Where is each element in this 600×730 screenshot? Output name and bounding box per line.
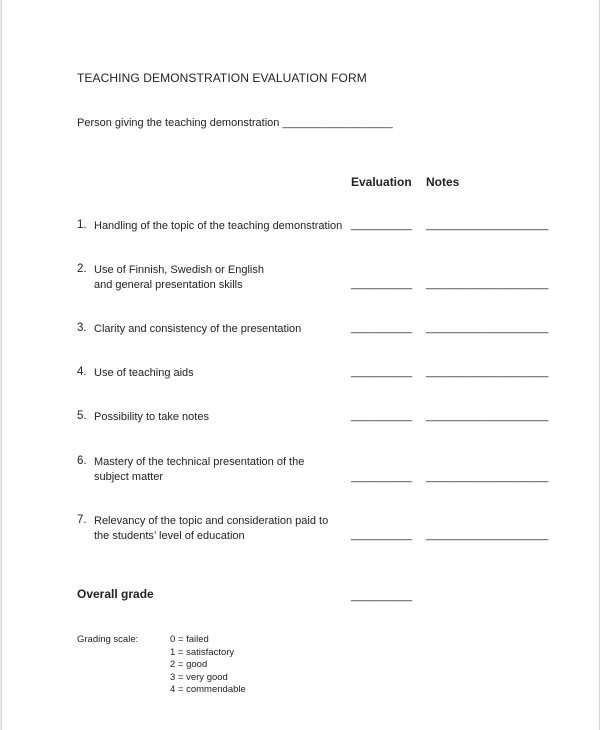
- item-7-number: 7.: [77, 514, 87, 526]
- notes-column-header: Notes: [426, 175, 460, 189]
- grading-scale-item: 0 = failed: [170, 634, 209, 645]
- item-6-evaluation-blank: __________: [351, 471, 413, 483]
- form-page: [1, 0, 600, 730]
- person-giving-demonstration-field: Person giving the teaching demonstration __________________: [77, 117, 393, 129]
- grading-scale-list: [170, 634, 246, 697]
- item-2-notes-blank: ____________________: [426, 278, 549, 290]
- item-7-text: Relevancy of the topic and consideration paid to the students’ level of education: [94, 515, 329, 542]
- item-1-text: Handling of the topic of the teaching demonstration: [94, 220, 343, 232]
- grading-scale-item: 3 = very good: [170, 671, 228, 683]
- item-1-number: 1.: [77, 219, 87, 231]
- overall-grade-blank: __________: [351, 590, 413, 602]
- item-2-number: 2.: [77, 263, 87, 275]
- item-1-evaluation-blank: __________: [351, 219, 413, 231]
- grading-scale-item: 4 = commendable: [170, 684, 246, 695]
- item-3-notes-blank: ____________________: [426, 322, 549, 334]
- overall-grade-label: Overall grade: [77, 587, 154, 601]
- item-6-number: 6.: [77, 455, 87, 467]
- item-4-number: 4.: [77, 366, 87, 378]
- item-5-notes-blank: ____________________: [426, 410, 549, 422]
- item-1-notes-blank: ____________________: [426, 219, 549, 231]
- item-4-notes-blank: ____________________: [426, 366, 549, 378]
- item-6-notes-blank: ____________________: [426, 471, 549, 483]
- item-3-number: 3.: [77, 322, 87, 334]
- grading-scale-item: 2 = good: [170, 659, 208, 670]
- item-5-text: Possibility to take notes: [94, 411, 209, 423]
- item-4-text: Use of teaching aids: [94, 367, 194, 379]
- evaluation-column-header: Evaluation: [351, 175, 412, 189]
- grading-scale-item: 1 = satisfactory: [170, 646, 235, 658]
- grading-scale-label: Grading scale:: [77, 634, 139, 645]
- item-7-notes-blank: ____________________: [426, 529, 549, 541]
- item-2-evaluation-blank: __________: [351, 278, 413, 290]
- item-6-text: Mastery of the technical presentation of the subject matter: [94, 456, 305, 483]
- item-5-evaluation-blank: __________: [351, 410, 413, 422]
- item-2-text: Use of Finnish, Swedish or English and general presentation skills: [94, 264, 264, 291]
- item-3-text: Clarity and consistency of the presentation: [94, 323, 302, 335]
- item-4-evaluation-blank: __________: [351, 366, 413, 378]
- item-3-evaluation-blank: __________: [351, 322, 413, 334]
- item-5-number: 5.: [77, 410, 87, 422]
- item-7-evaluation-blank: __________: [351, 529, 413, 541]
- form-title: TEACHING DEMONSTRATION EVALUATION FORM: [77, 71, 367, 85]
